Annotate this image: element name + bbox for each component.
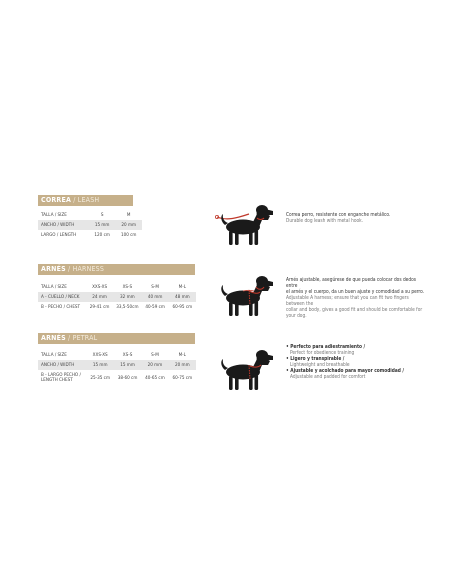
- table-header-cell: TALLA / SIZE: [41, 284, 67, 290]
- description-en: Durable dog leash with metal hook.: [286, 219, 363, 224]
- banner-title-en: LEASH: [77, 196, 100, 204]
- table-cell: 15 mm: [114, 360, 141, 370]
- banner-title-es: CORREA: [41, 196, 72, 204]
- table-header-cell: M-L: [178, 284, 187, 290]
- row-label: ANCHO / WIDTH: [38, 360, 86, 370]
- feature-item-en: Lightweight and breathable: [290, 363, 350, 368]
- table-row: [38, 360, 196, 370]
- leash-description: [286, 213, 426, 225]
- description-en-line: collar and body, gives a good fit and should be comfortable for your dog.: [286, 308, 423, 319]
- row-label: ANCHO / WIDTH: [38, 220, 89, 230]
- banner-title-es: ARNÉS: [41, 334, 66, 342]
- table-header-cell: XXS-XS: [92, 284, 108, 290]
- leash-size-table: [38, 210, 142, 240]
- table-row: [38, 370, 196, 386]
- table-cell: 38-60 cm: [117, 375, 138, 381]
- dog-with-petral-harness-icon: [213, 346, 277, 394]
- harness-description: [286, 278, 426, 320]
- table-cell: 33,5-50cm: [116, 304, 139, 310]
- table-header-cell: TALLA / SIZE: [41, 212, 67, 218]
- row-label: B - PECHO / CHEST: [41, 304, 81, 310]
- table-cell: 25-35 cm: [90, 375, 110, 381]
- table-cell: 60-75 cm: [172, 375, 193, 381]
- table-cell: 29-41 cm: [89, 304, 110, 310]
- feature-item-en: Adjustable and padded for comfort: [290, 375, 366, 380]
- dog-with-leash-icon: [213, 201, 277, 249]
- table-header-row: [38, 210, 142, 220]
- table-header-cell: TALLA / SIZE: [41, 352, 67, 358]
- table-cell: 120 cm: [94, 232, 110, 238]
- table-cell: 32 mm: [113, 292, 141, 302]
- table-header-cell: S-M: [151, 284, 159, 290]
- leash-banner: CORREA / LEASH: [38, 195, 133, 206]
- table-header-cell: S: [100, 212, 104, 218]
- row-label-line: LENGTH CHEST: [41, 378, 73, 383]
- feature-item: • Ligero y transpirable /: [286, 357, 345, 362]
- table-header-row: [38, 282, 196, 292]
- description-es-line: Arnés ajustable, asegúrese de que pueda colocar dos dedos entre: [286, 278, 416, 289]
- feature-item: • Perfecto para adiestramiento /: [286, 345, 366, 350]
- feature-item-en: Perfect for obedience training: [290, 351, 355, 356]
- table-header-row: [38, 350, 196, 360]
- table-cell: 40-59 cm: [145, 304, 165, 310]
- table-cell: 20 mm: [169, 360, 196, 370]
- table-cell: 100 cm: [120, 232, 137, 238]
- description-es: Correa perro, resistente con enganche metálico.: [286, 213, 391, 218]
- table-header-cell: M: [126, 212, 131, 218]
- table-header-cell: XS-S: [122, 352, 133, 358]
- table-row: [38, 302, 196, 312]
- table-row: [38, 220, 142, 230]
- row-label-line: B - LARGO PECHO /: [41, 373, 81, 378]
- description-es-line: el arnés y el cuerpo, da un buen ajuste y comodidad a su perro.: [286, 290, 425, 295]
- table-cell: 15 mm: [89, 220, 116, 230]
- table-header-cell: XXS-XS: [92, 352, 108, 358]
- harness-banner: ARNÉS / HARNESS: [38, 264, 195, 275]
- petral-features: [286, 345, 426, 381]
- row-label: [38, 370, 86, 386]
- feature-item: • Ajustable y acolchado para mayor comodidad /: [286, 369, 404, 374]
- table-cell: 20 mm: [115, 220, 142, 230]
- banner-title-en: PETRAL: [72, 334, 98, 342]
- table-cell: 40-65 cm: [145, 375, 165, 381]
- table-row: [38, 230, 142, 240]
- dog-with-harness-icon: [213, 272, 277, 320]
- table-cell: 40 mm: [142, 292, 169, 302]
- table-row: [38, 292, 196, 302]
- table-header-cell: M-L: [178, 352, 186, 358]
- table-cell: 60-95 cm: [172, 304, 193, 310]
- petral-banner: ARNÉS / PETRAL: [38, 333, 195, 344]
- table-cell: 24 mm: [86, 292, 113, 302]
- table-header-cell: XS-S: [122, 284, 133, 290]
- table-cell: 20 mm: [141, 360, 168, 370]
- banner-title-en: HARNESS: [72, 265, 105, 273]
- row-label: A - CUELLO / NECK: [38, 292, 86, 302]
- banner-title-es: ARNÉS: [41, 265, 66, 273]
- harness-size-table: [38, 282, 196, 312]
- table-header-cell: S-M: [151, 352, 159, 358]
- description-en-line: Adjustable A harness; ensure that you can fit two fingers between the: [286, 296, 409, 307]
- row-label: LARGO / LENGTH: [41, 232, 77, 238]
- table-cell: 48 mm: [169, 292, 196, 302]
- table-cell: 15 mm: [86, 360, 113, 370]
- petral-size-table: [38, 350, 196, 386]
